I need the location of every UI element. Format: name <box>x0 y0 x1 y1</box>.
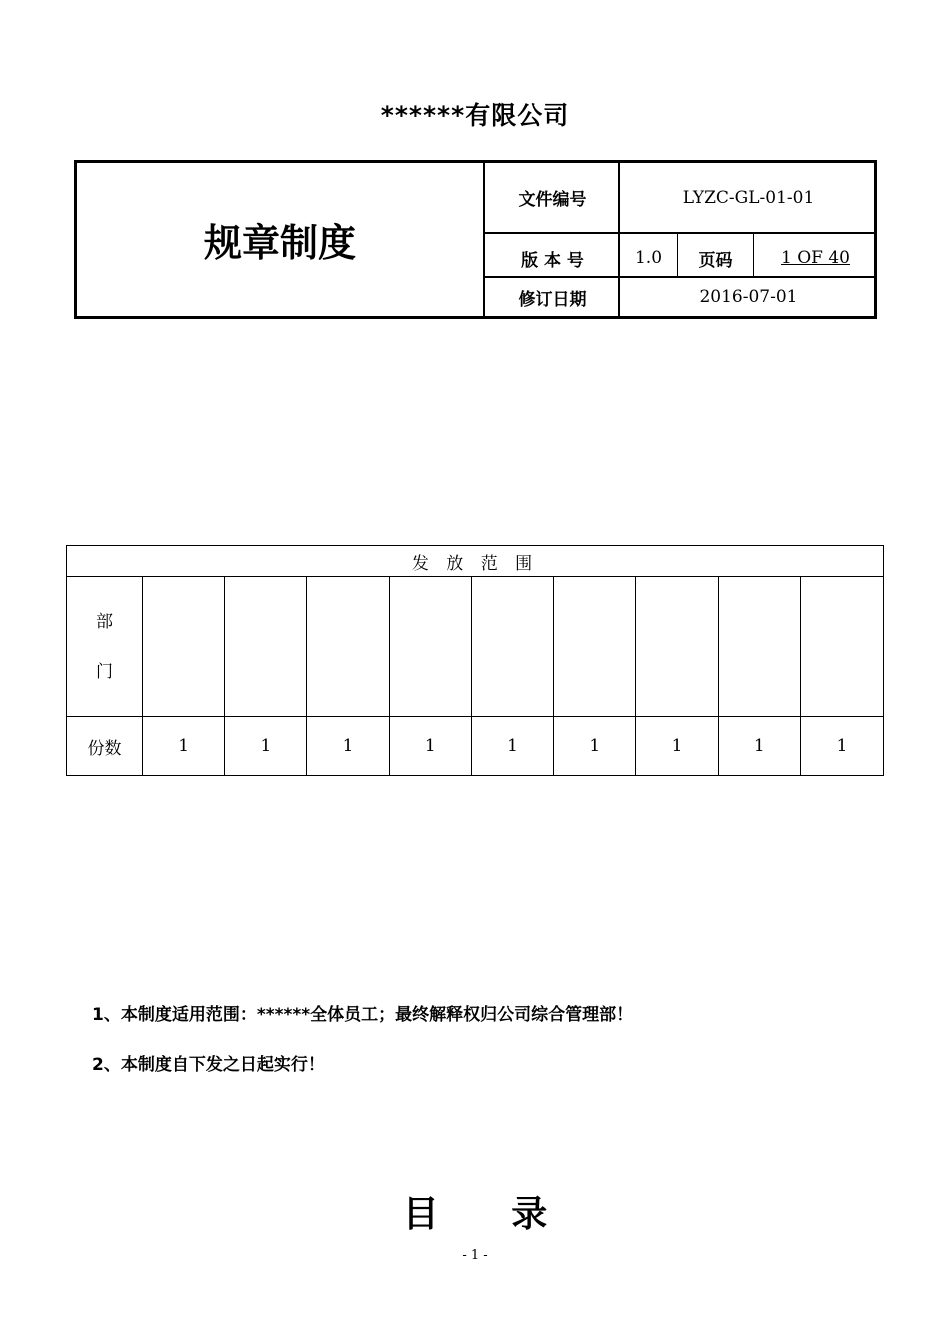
page-value: 1 OF 40 <box>781 248 850 268</box>
file-no-label: 文件编号 <box>518 190 587 210</box>
dept-label-char: 部 <box>96 611 113 632</box>
count-cell: 1 <box>143 717 225 776</box>
page-number: - 1 - <box>462 1248 488 1263</box>
count-cell: 1 <box>389 717 471 776</box>
company-name: ******有限公司 <box>380 101 570 130</box>
file-no-value: LYZC-GL-01-01 <box>682 187 815 208</box>
table-row <box>67 717 884 776</box>
dept-cell <box>718 577 800 717</box>
count-cell: 1 <box>800 717 883 776</box>
dept-cell <box>636 577 718 717</box>
version-value: 1.0 <box>634 248 663 268</box>
dept-cell <box>800 577 883 717</box>
dept-cell <box>225 577 307 717</box>
dept-cell <box>554 577 636 717</box>
toc-title: 目 录 <box>402 1194 548 1235</box>
dept-label-char: 门 <box>96 661 113 682</box>
dept-cell <box>143 577 225 717</box>
note-scope: 1、本制度适用范围：******全体员工；最终解释权归公司综合管理部！ <box>92 1005 634 1025</box>
dept-cell <box>307 577 389 717</box>
count-cell: 1 <box>636 717 718 776</box>
distribution-table <box>66 545 884 776</box>
count-label: 份数 <box>67 717 143 776</box>
count-cell: 1 <box>718 717 800 776</box>
dept-label <box>67 577 143 717</box>
count-cell: 1 <box>554 717 636 776</box>
dept-cell <box>471 577 553 717</box>
dept-cell <box>389 577 471 717</box>
page-label: 页码 <box>698 250 733 271</box>
count-cell: 1 <box>225 717 307 776</box>
revision-value: 2016-07-01 <box>699 287 798 307</box>
document-title: 规章制度 <box>77 163 485 316</box>
count-cell: 1 <box>307 717 389 776</box>
distribution-title: 发 放 范 围 <box>67 546 884 577</box>
document-header-table <box>74 160 877 319</box>
revision-label: 修订日期 <box>518 289 587 310</box>
version-label: 版 本 号 <box>521 250 584 271</box>
table-row <box>67 577 884 717</box>
note-effective: 2、本制度自下发之日起实行！ <box>92 1055 325 1075</box>
count-cell: 1 <box>471 717 553 776</box>
